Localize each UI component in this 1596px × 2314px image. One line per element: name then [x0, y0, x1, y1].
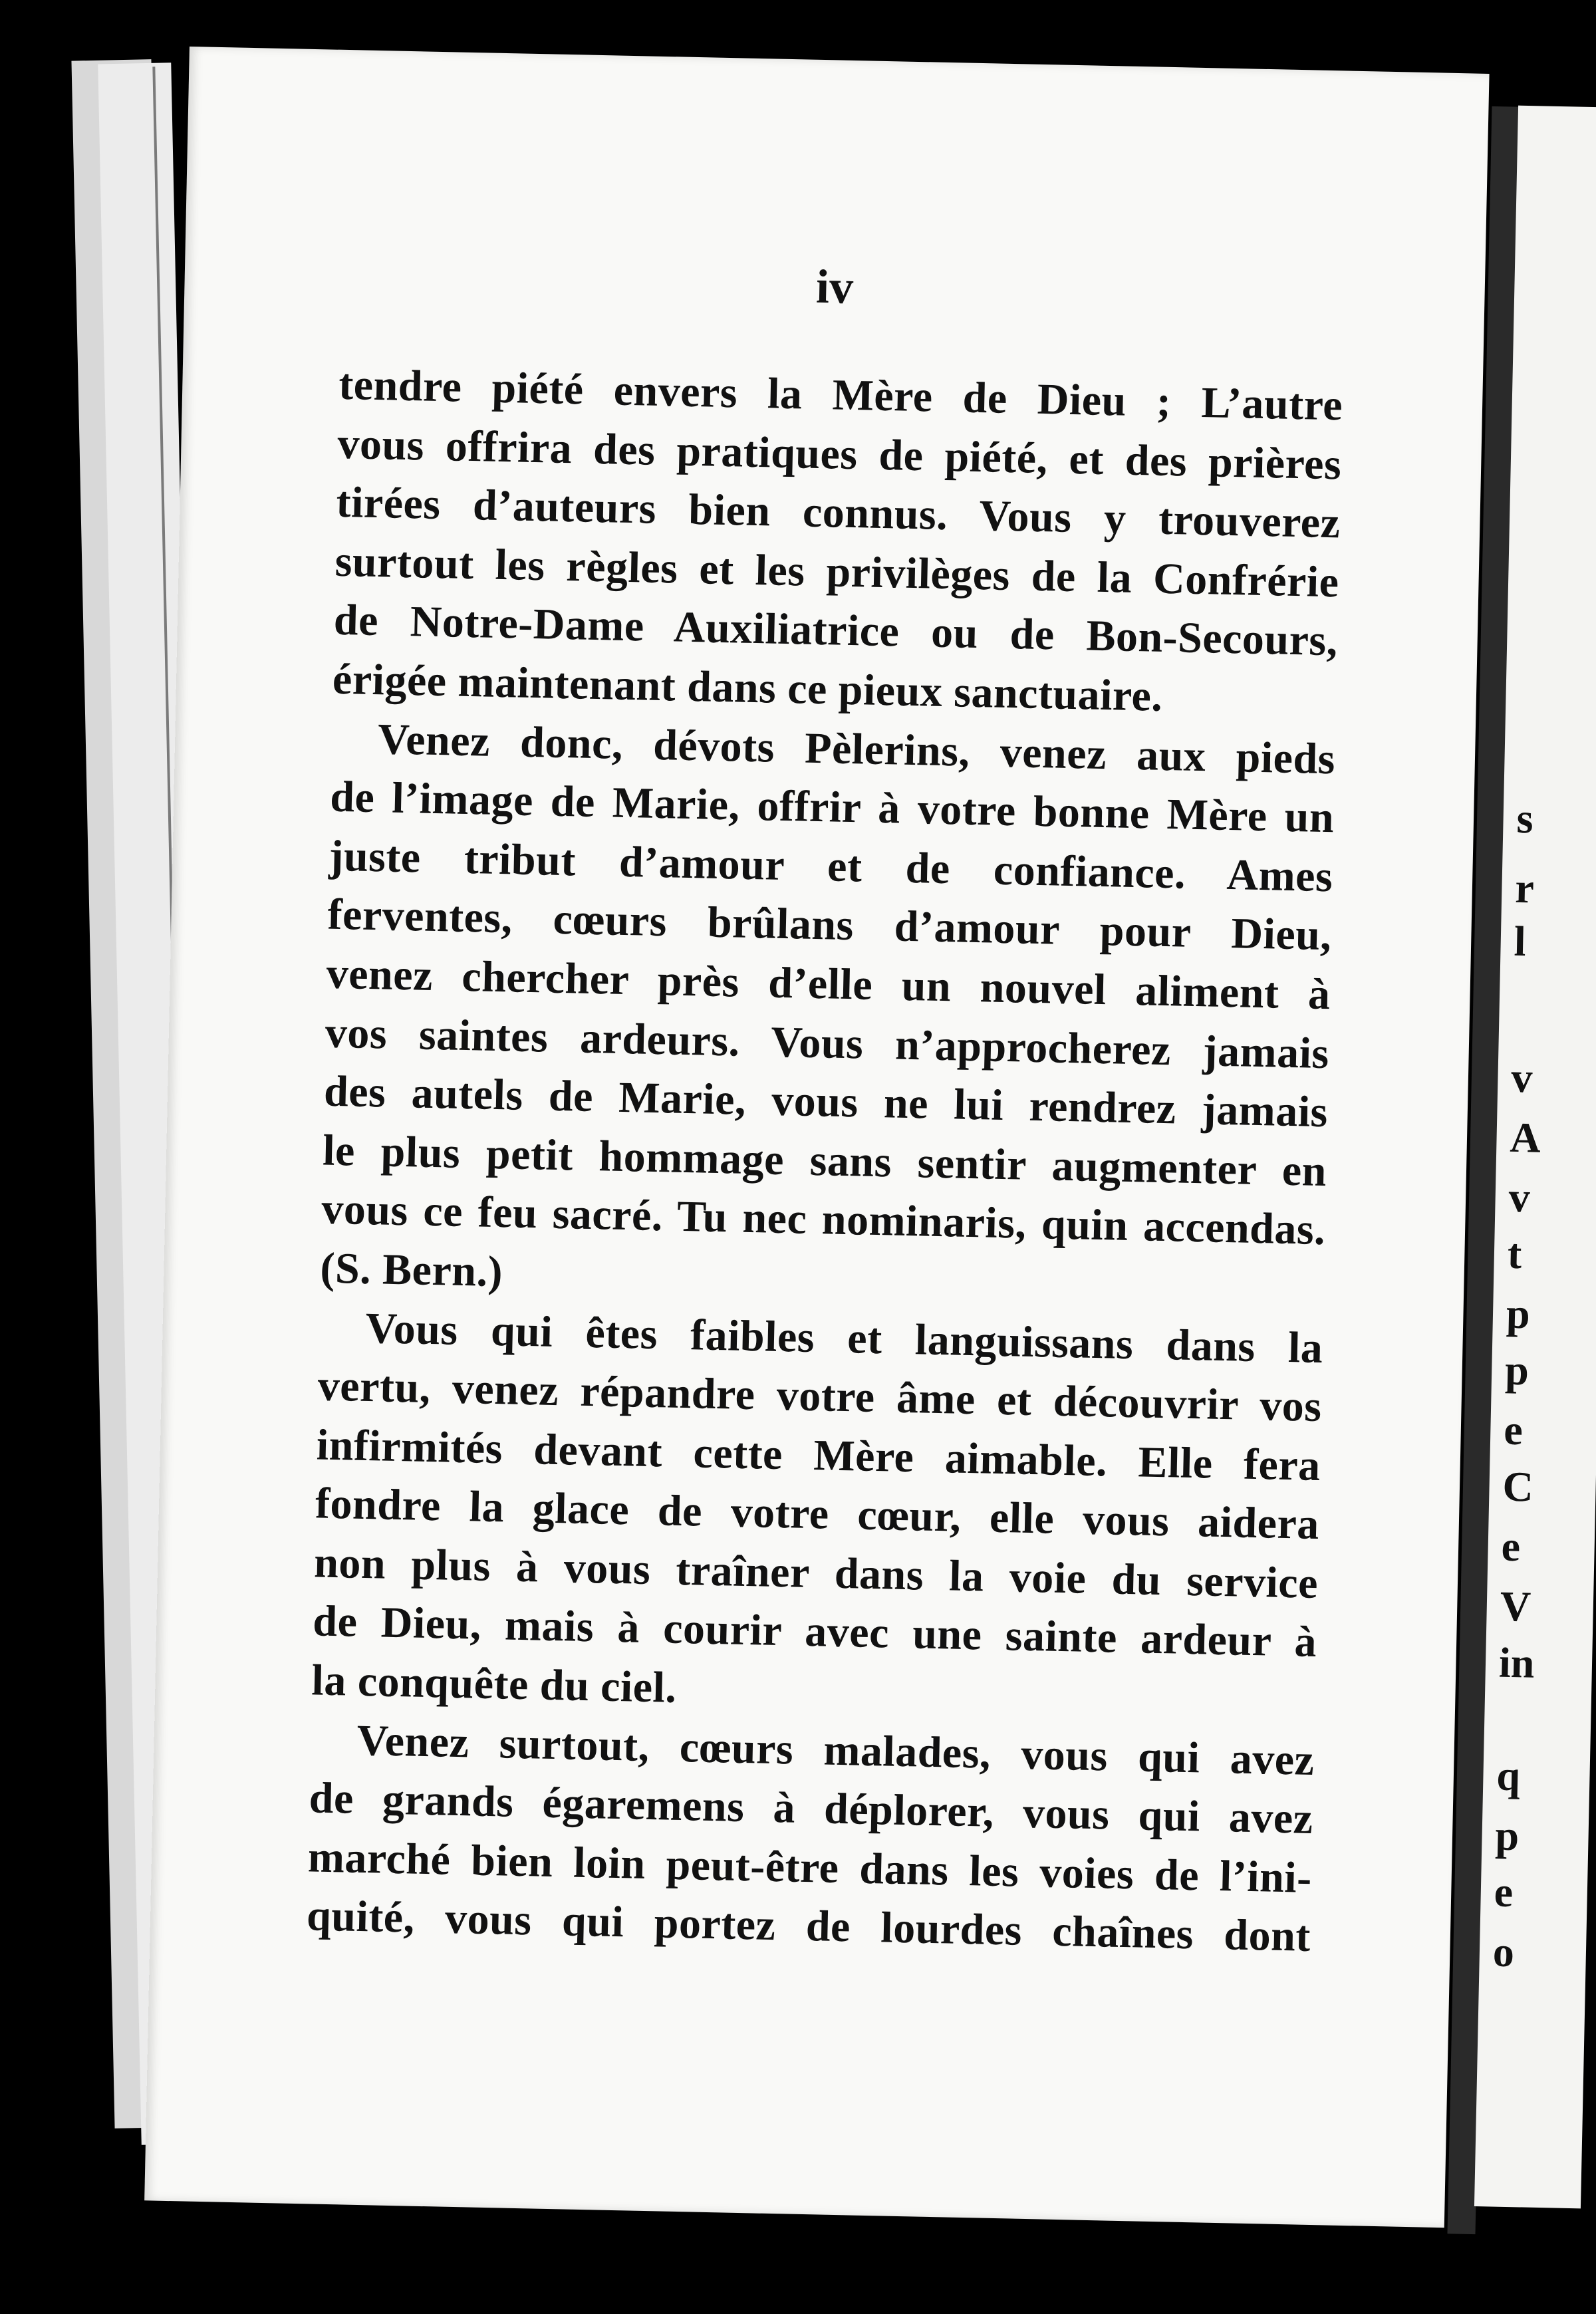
facing-page-letter: v: [1508, 1173, 1531, 1221]
text-line: (S. Bern.): [319, 1243, 503, 1297]
text-line: de grands égaremens à déplorer, vous qui avez: [309, 1773, 1314, 1844]
text-line: la conquête du ciel.: [311, 1656, 678, 1712]
facing-page-letter: p: [1506, 1289, 1531, 1338]
text-line: non plus à vous traîner dans la voie du service: [313, 1538, 1319, 1608]
text-line: Venez surtout, cœurs malades, vous qui avez: [356, 1716, 1315, 1785]
facing-page-letter: A: [1509, 1113, 1541, 1162]
text-line: fondre la glace de votre cœur, elle vous aidera: [315, 1479, 1320, 1549]
text-line: vous ce feu sacré. Tu nec nominaris, quin accendas.: [321, 1184, 1326, 1255]
text-line: marché bien loin peut-être dans les voies de l’ini-: [307, 1833, 1313, 1902]
text-line: quité, vous qui portez de lourdes chaînes dont: [306, 1891, 1311, 1962]
facing-page-letter: q: [1496, 1751, 1521, 1800]
facing-page-letter: e: [1503, 1406, 1524, 1454]
text-line: venez chercher près d’elle un nouvel aliment à: [326, 949, 1331, 1019]
facing-page-letter: s: [1516, 794, 1534, 842]
text-line: de l’image de Marie, offrir à votre bonne Mère un: [329, 772, 1335, 842]
text-line: vertu, venez répandre votre âme et découvrir vos: [317, 1361, 1323, 1432]
facing-page-letter: l: [1514, 917, 1527, 965]
facing-page-letter: V: [1500, 1582, 1531, 1630]
facing-page-letter: t: [1507, 1229, 1522, 1278]
facing-page-letter: v: [1510, 1053, 1533, 1102]
book-page: [144, 47, 1489, 2228]
facing-page-letter: p: [1504, 1346, 1530, 1394]
facing-page-letter: p: [1494, 1811, 1520, 1860]
text-line: tirées d’auteurs bien connus. Vous y trouverez: [335, 477, 1341, 548]
text-line: surtout les règles et les privilèges de la Confrérie: [334, 537, 1340, 607]
text-line: des autels de Marie, vous ne lui rendrez jamais: [323, 1067, 1329, 1137]
text-line: le plus petit hommage sans sentir augmenter en: [322, 1126, 1327, 1196]
facing-page-letter: e: [1494, 1868, 1514, 1916]
text-line: vous offrira des pratiques de piété, et des prières: [336, 419, 1342, 489]
facing-page-letter: in: [1498, 1638, 1535, 1687]
page-text: [306, 356, 1343, 1967]
text-line: Venez donc, dévots Pèlerins, venez aux pieds: [377, 714, 1336, 783]
text-line: érigée maintenant dans ce pieux sanctuaire.: [332, 654, 1164, 721]
text-line: tendre piété envers la Mère de Dieu ; L’autre: [338, 360, 1343, 430]
text-line: vos saintes ardeurs. Vous n’approcherez jamais: [325, 1008, 1330, 1078]
facing-page-letter: r: [1514, 864, 1535, 912]
text-line: ferventes, cœurs brûlans d’amour pour Dieu,: [327, 890, 1333, 960]
text-line: infirmités devant cette Mère aimable. Elle fera: [316, 1420, 1321, 1490]
text-line: de Notre-Dame Auxiliatrice ou de Bon-Secours,: [333, 596, 1339, 666]
facing-page-letter: C: [1502, 1462, 1534, 1511]
facing-page-letter: e: [1500, 1522, 1521, 1571]
text-line: Vous qui êtes faibles et languissans dans la: [364, 1303, 1324, 1372]
text-line: juste tribut d’amour et de confiance. Ames: [328, 831, 1333, 902]
text-line: de Dieu, mais à courir avec une sainte ardeur à: [312, 1597, 1317, 1667]
page-number: iv: [815, 259, 854, 314]
facing-page-letter: o: [1492, 1928, 1515, 1976]
